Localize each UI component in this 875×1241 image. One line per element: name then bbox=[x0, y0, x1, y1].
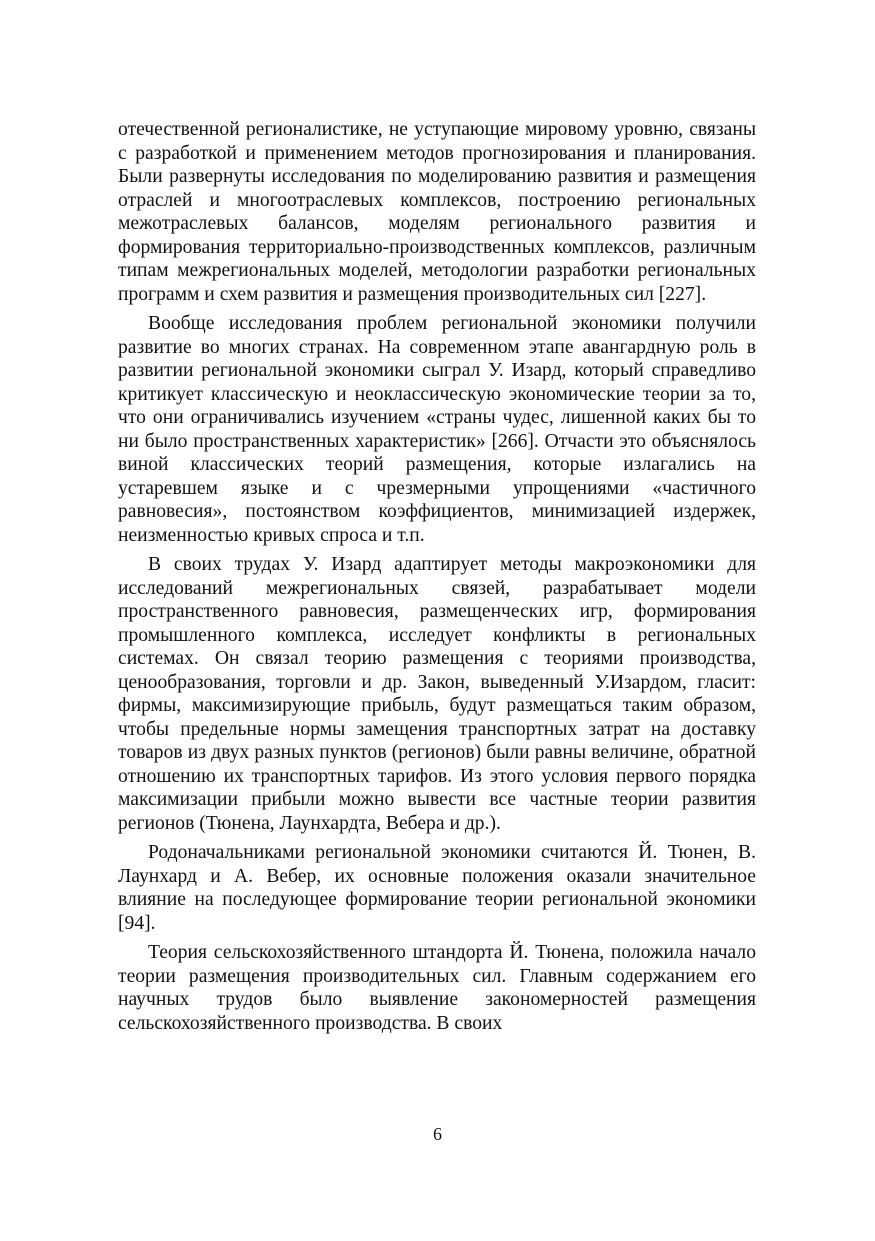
paragraph-4: Родоначальниками региональной экономики считаются Й. Тюнен, В. Лаунхард и А. Вебер, их основные положения оказали значительное влияние на последующее формирование теории региональной экономики [94]. bbox=[118, 842, 756, 934]
paragraph-3: В своих трудах У. Изард адаптирует методы макроэкономики для исследований межрегиональных связей, разрабатывает модели пространственного равновесия, размещенческих игр, формирования промышленного комплекса, исследует конфликты в региональных системах. Он связал теорию размещения с теориями производства, ценообразования, торговли и др. Закон, выведенный У.Изардом, гласит: фирмы, максимизирующие прибыль, будут размещаться таким образом, чтобы предельные нормы замещения транспортных затрат на доставку товаров из двух разных пунктов (регионов) были равны величине, обратной отношению их транспортных тарифов. Из этого условия первого порядка максимизации прибыли можно вывести все частные теории развития регионов (Тюнена, Лаунхардта, Вебера и др.). bbox=[118, 554, 756, 834]
paragraph-1: отечественной регионалистике, не уступающие мировому уровню, связаны с разработкой и применением методов прогнозирования и планирования. Были развернуты исследования по моделированию развития и размещения отраслей и многоотраслевых комплексов, построению региональных межотраслевых балансов, моделям регионального развития и формирования территориально-производственных комплексов, различным типам межрегиональных моделей, методологии разработки региональных программ и схем развития и размещения производительных сил [227]. bbox=[118, 119, 756, 305]
page-body bbox=[118, 118, 756, 1041]
page-number: 6 bbox=[433, 1124, 442, 1144]
paragraph-2: Вообще исследования проблем региональной экономики получили развитие во многих странах. На современном этапе авангардную роль в развитии региональной экономики сыграл У. Изард, который справедливо критикует классическую и неоклассическую экономические теории за то, что они ограничивались изучением «страны чудес, лишенной каких бы то ни было пространственных характеристик» [266]. Отчасти это объяснялось виной классических теорий размещения, которые излагались на устаревшем языке и с чрезмерными упрощениями «частичного равновесия», постоянством коэффициентов, минимизацией издержек, неизменностью кривых спроса и т.п. bbox=[118, 313, 756, 546]
paragraph-5: Теория сельскохозяйственного штандорта Й. Тюнена, положила начало теории размещения производительных сил. Главным содержанием его научных трудов было выявление закономерностей размещения сельскохозяйственного производства. В своих bbox=[118, 942, 756, 1034]
